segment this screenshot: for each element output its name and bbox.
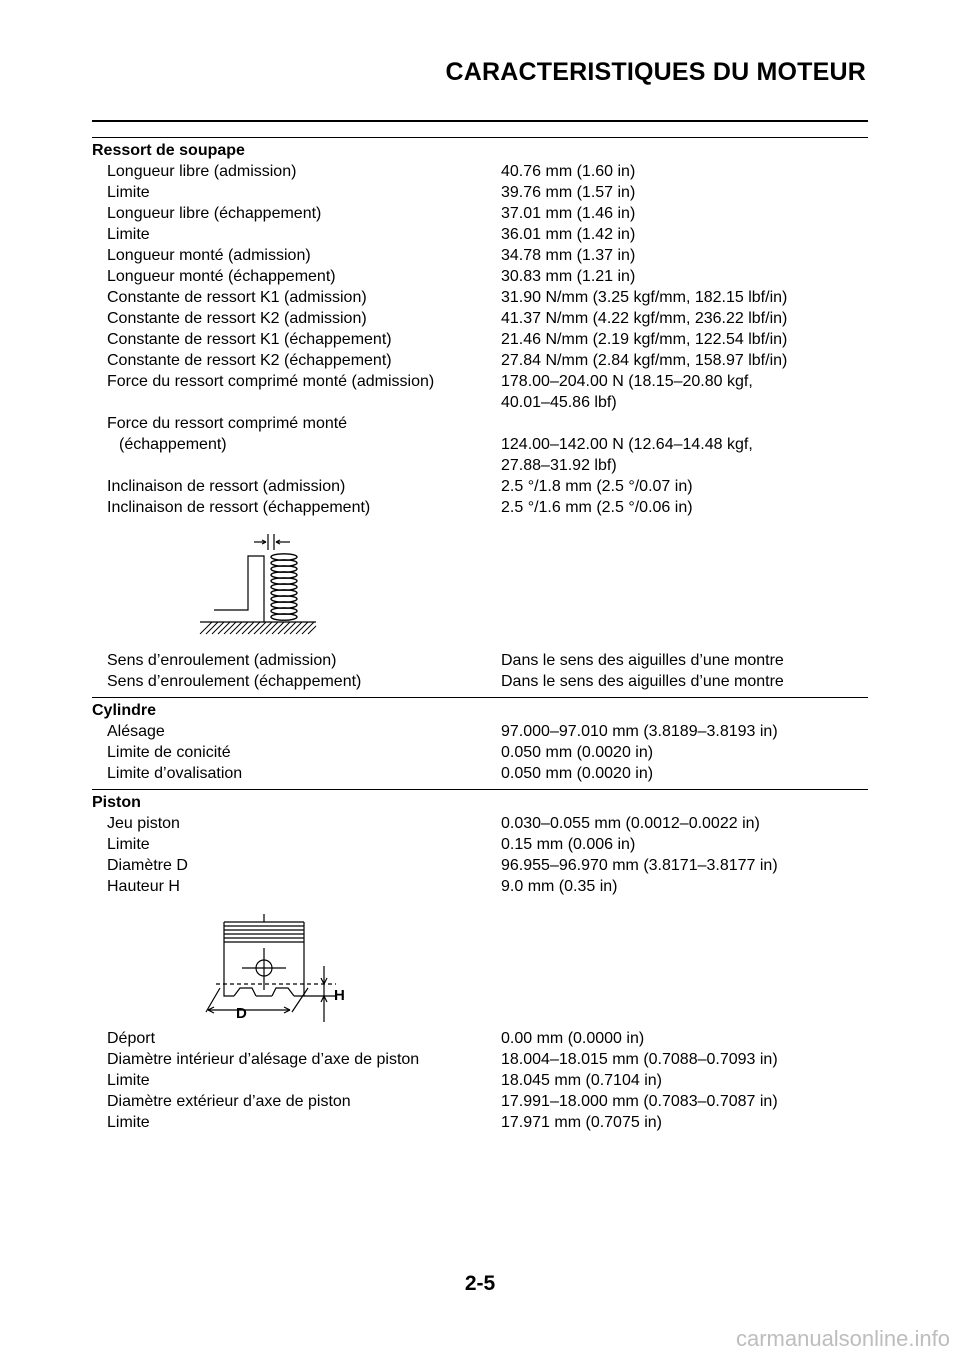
page-number: 2-5 [464,1272,496,1295]
spec-value: 36.01 mm (1.42 in) [501,226,636,243]
spec-value: 30.83 mm (1.21 in) [501,268,636,285]
spec-value: 0.030–0.055 mm (0.0012–0.0022 in) [501,815,760,832]
spec-label: Force du ressort comprimé monté [107,415,348,432]
spec-row [92,1028,868,1049]
piston-section [92,792,868,897]
spec-value: 31.90 N/mm (3.25 kgf/mm, 182.15 lbf/in) [501,289,788,306]
spec-row [92,308,868,329]
spec-value: 34.78 mm (1.37 in) [501,247,636,264]
spec-label: Sens d’enroulement (échappement) [107,673,362,690]
spec-value: 39.76 mm (1.57 in) [501,184,636,201]
spec-row [92,834,868,855]
section-title: Ressort de soupape [92,142,245,159]
spec-value: 27.88–31.92 lbf) [501,457,617,474]
spec-label: Constante de ressort K1 (admission) [107,289,367,306]
spec-value: 18.004–18.015 mm (0.7088–0.7093 in) [501,1051,778,1068]
spec-row [92,413,868,434]
piston-diagram [196,912,358,1024]
spec-value: 9.0 mm (0.35 in) [501,878,618,895]
spec-label: Longueur monté (échappement) [107,268,336,285]
spec-row [92,1091,868,1112]
spec-value: Dans le sens des aiguilles d’une montre [501,673,784,690]
spec-row [92,671,868,692]
spec-value: 178.00–204.00 N (18.15–20.80 kgf, [501,373,753,390]
valve-spring-section [92,140,868,518]
spec-value: 27.84 N/mm (2.84 kgf/mm, 158.97 lbf/in) [501,352,788,369]
spec-label: Diamètre extérieur d’axe de piston [107,1093,351,1110]
spec-row [92,855,868,876]
winding-direction-list [92,650,868,692]
spec-label: Longueur libre (admission) [107,163,297,180]
spec-row [92,876,868,897]
spring-tilt-diagram [198,530,323,645]
spec-row [92,371,868,392]
spec-value: 37.01 mm (1.46 in) [501,205,636,222]
spec-value: 0.15 mm (0.006 in) [501,836,636,853]
spec-label: Limite [107,1114,150,1131]
spec-row [92,245,868,266]
spec-label: Force du ressort comprimé monté (admission) [107,373,435,390]
spec-label: Diamètre intérieur d’alésage d’axe de piston [107,1051,420,1068]
spec-label: Limite [107,226,150,243]
spec-value: 18.045 mm (0.7104 in) [501,1072,662,1089]
spec-label: Constante de ressort K2 (échappement) [107,352,392,369]
spec-row-continuation [92,434,868,455]
spec-row [92,742,868,763]
spec-value: 2.5 °/1.6 mm (2.5 °/0.06 in) [501,499,693,516]
spec-row [92,266,868,287]
spec-value: 41.37 N/mm (4.22 kgf/mm, 236.22 lbf/in) [501,310,788,327]
spec-row [92,497,868,518]
spec-label: Limite [107,1072,150,1089]
spec-row [92,476,868,497]
spec-value: 97.000–97.010 mm (3.8189–3.8193 in) [501,723,778,740]
section-divider [92,697,868,698]
spec-label: Inclinaison de ressort (échappement) [107,499,371,516]
height-label: H [334,987,345,1004]
spec-value: 40.01–45.86 lbf) [501,394,617,411]
spec-label: Constante de ressort K1 (échappement) [107,331,392,348]
spec-label: Sens d’enroulement (admission) [107,652,337,669]
piston-pin-list [92,1028,868,1133]
spec-row-continuation [92,392,868,413]
spec-value: 17.991–18.000 mm (0.7083–0.7087 in) [501,1093,778,1110]
spec-label: Jeu piston [107,815,180,832]
cylinder-section [92,700,868,784]
spec-label: Limite [107,836,150,853]
spec-label: Hauteur H [107,878,180,895]
spec-label: Limite de conicité [107,744,231,761]
spec-row [92,161,868,182]
spec-label: Limite d’ovalisation [107,765,243,782]
spec-row [92,224,868,245]
spec-label: Longueur libre (échappement) [107,205,322,222]
spec-row [92,1112,868,1133]
section-divider [92,789,868,790]
spec-row [92,329,868,350]
spec-label: Inclinaison de ressort (admission) [107,478,346,495]
section-title: Piston [92,794,141,811]
spec-row [92,287,868,308]
spec-row [92,1070,868,1091]
spec-value: 21.46 N/mm (2.19 kgf/mm, 122.54 lbf/in) [501,331,788,348]
spec-row [92,650,868,671]
spec-row [92,350,868,371]
spec-value: 0.050 mm (0.0020 in) [501,744,654,761]
spec-label: Alésage [107,723,165,740]
section-title: Cylindre [92,702,157,719]
spec-row [92,182,868,203]
spec-list [92,161,868,518]
spec-value: 96.955–96.970 mm (3.8171–3.8177 in) [501,857,778,874]
spec-value: Dans le sens des aiguilles d’une montre [501,652,784,669]
section-divider [92,137,868,138]
spec-row [92,721,868,742]
spec-row [92,763,868,784]
spec-value: 17.971 mm (0.7075 in) [501,1114,662,1131]
spec-row [92,1049,868,1070]
spec-row [92,203,868,224]
spec-label: Constante de ressort K2 (admission) [107,310,367,327]
spec-value: 0.050 mm (0.0020 in) [501,765,654,782]
spec-label: Déport [107,1030,156,1047]
watermark: carmanualsonline.info [735,1326,950,1351]
spec-value: 124.00–142.00 N (12.64–14.48 kgf, [501,436,753,453]
spec-label: Limite [107,184,150,201]
spec-label: (échappement) [119,436,227,453]
spec-value: 2.5 °/1.8 mm (2.5 °/0.07 in) [501,478,693,495]
spec-value: 40.76 mm (1.60 in) [501,163,636,180]
spec-label: Diamètre D [107,857,188,874]
page-title: CARACTERISTIQUES DU MOTEUR [445,58,866,86]
spec-label: Longueur monté (admission) [107,247,311,264]
spec-row [92,813,868,834]
header-rule [92,120,868,122]
spec-value: 0.00 mm (0.0000 in) [501,1030,645,1047]
diameter-label: D [236,1005,247,1022]
spec-row-continuation [92,455,868,476]
